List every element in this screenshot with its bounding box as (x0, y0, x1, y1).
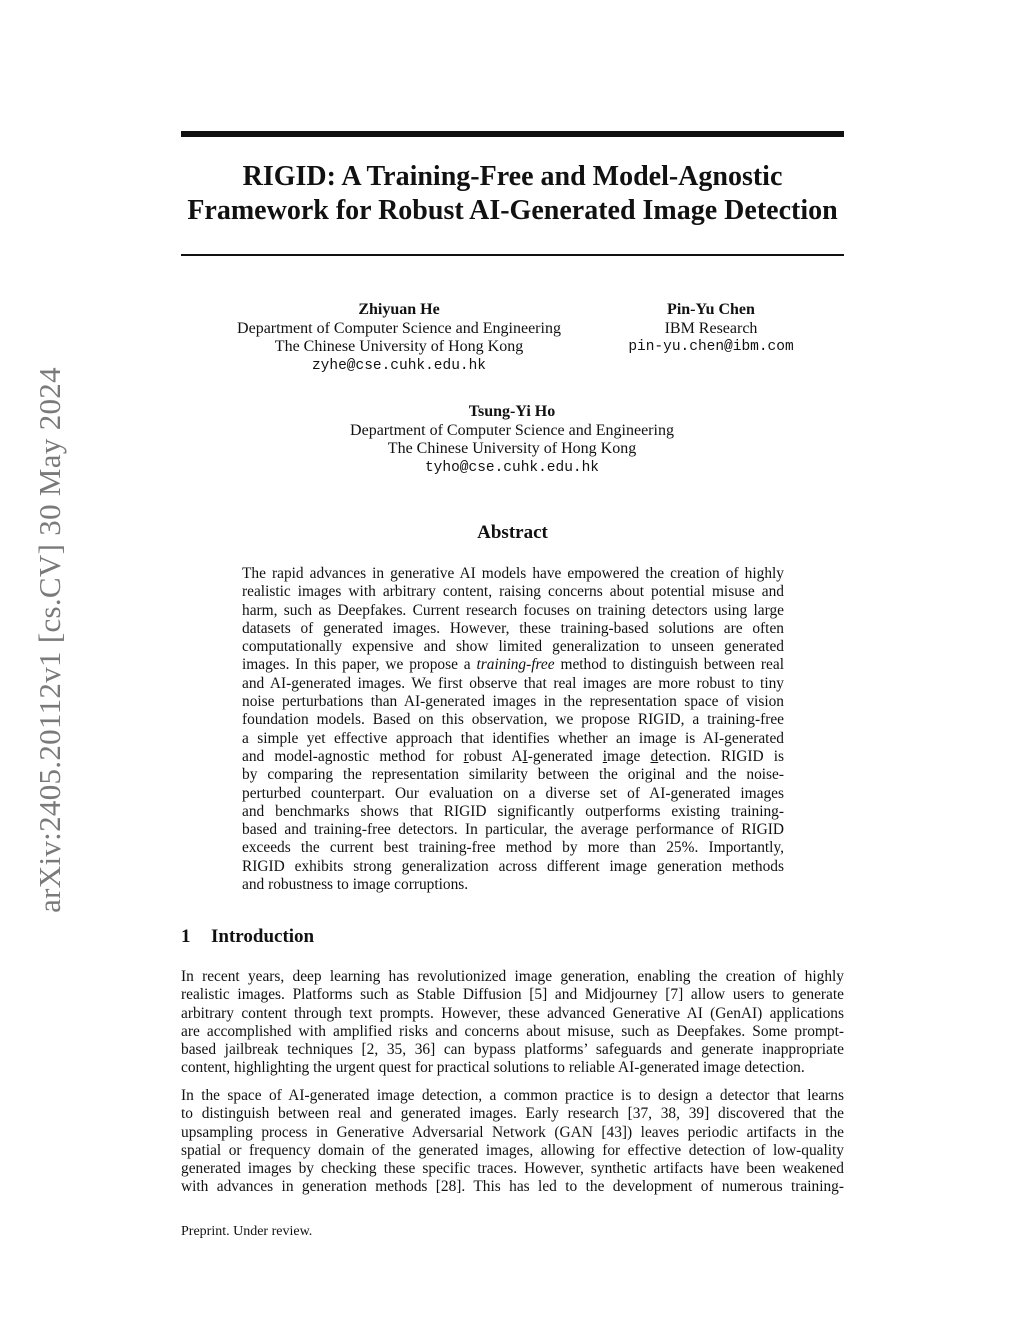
author-affiliation: IBM Research (664, 319, 758, 337)
acronym-letter: i (602, 747, 608, 765)
paragraph-line: are accomplished with amplified risks and concerns about misuse, such as Deepfakes. Some prompt- (181, 1022, 844, 1040)
paragraph-line: upsampling process in Generative Adversarial Network (GAN [43]) leaves periodic artifacts in the (181, 1123, 844, 1141)
abstract-line: datasets of generated images. However, these training-based solutions are often (242, 619, 784, 637)
abstract-line-emphasis (242, 656, 784, 674)
author-affiliation: The Chinese University of Hong Kong (387, 440, 637, 457)
acronym-letter: d (650, 747, 659, 765)
author-name: Tsung-Yi Ho (468, 403, 556, 420)
author-email[interactable]: pin-yu.chen@ibm.com (628, 339, 794, 355)
paper-title-line-1: RIGID: A Training-Free and Model-Agnostic (242, 161, 783, 192)
author-email[interactable]: zyhe@cse.cuhk.edu.hk (311, 357, 487, 374)
abstract-text: obust A (468, 747, 523, 765)
abstract-line-acronym (242, 748, 784, 766)
abstract-body (242, 565, 784, 894)
abstract-line: and AI-generated images. We first observe that real images are more robust to tiny (242, 674, 784, 692)
abstract-line: noise perturbations than AI-generated images in the representation space of vision (242, 693, 784, 711)
abstract-text: method to distinguish between real (554, 656, 784, 674)
abstract-text: and model-agnostic method for (242, 747, 464, 765)
paragraph-line: In recent years, deep learning has revolutionized image generation, enabling the creation of highly (181, 968, 844, 985)
arxiv-identifier-text: arXiv:2405.20112v1 [cs.CV] 30 May 2024 (32, 367, 67, 913)
abstract-line: perturbed counterpart. Our evaluation on a diverse set of AI-generated images (242, 784, 784, 802)
abstract-text: mage (607, 747, 651, 765)
section-heading (181, 926, 314, 948)
author-name: Pin-Yu Chen (667, 301, 755, 318)
abstract-line: by comparing the representation similarity between the original and the noise- (242, 766, 784, 784)
author-affiliation: The Chinese University of Hong Kong (274, 338, 524, 355)
author-affiliation: Department of Computer Science and Engineering (350, 421, 674, 439)
abstract-text: etection. RIGID is (658, 747, 784, 765)
acronym-letter: g (532, 747, 541, 765)
section-title: Introduction (211, 926, 315, 947)
abstract-line: and benchmarks shows that RIGID significantly outperforms existing training- (242, 802, 784, 820)
abstract-text: images. In this paper, we propose a (242, 656, 477, 674)
title-bottom-rule (181, 254, 844, 256)
author-email[interactable]: tyho@cse.cuhk.edu.hk (424, 459, 600, 476)
author-name: Zhiyuan He (358, 301, 440, 318)
abstract-text: - (527, 747, 533, 765)
abstract-line: and robustness to image corruptions. (242, 876, 469, 894)
section-number: 1 (181, 926, 191, 947)
title-top-rule (181, 131, 844, 137)
paragraph-line: generated images by checking these specific traces. However, synthetic artifacts have been weakened (181, 1160, 844, 1178)
abstract-line: The rapid advances in generative AI models have empowered the creation of highly (242, 565, 784, 582)
acronym-letter: r (463, 747, 469, 765)
author-affiliation: Department of Computer Science and Engineering (237, 319, 561, 337)
abstract-line: realistic images with arbitrary content, raising concerns about potential misuse and (242, 583, 784, 601)
paragraph-line: arbitrary content through text prompts. However, these advanced Generative AI (GenAI) applications (181, 1004, 844, 1022)
paragraph-line: to distinguish between real and generated images. Early research [37, 38, 39] discovered that the (181, 1105, 844, 1123)
abstract-heading: Abstract (477, 522, 548, 543)
footer-note: Preprint. Under review. (181, 1224, 313, 1239)
acronym-letter: I (522, 747, 528, 765)
abstract-line: RIGID exhibits strong generalization across different image generation methods (242, 857, 784, 875)
paper-title (181, 160, 844, 228)
paragraph-line: based jailbreak techniques [2, 35, 36] can bypass platforms’ safeguards and generate inappropriate (181, 1041, 844, 1059)
body-paragraph (181, 1087, 844, 1197)
abstract-line: based and training-free detectors. In particular, the average performance of RIGID (242, 821, 784, 839)
abstract-line: a simple yet effective approach that identifies whether an image is AI-generated (242, 729, 784, 747)
abstract-italic-term: training-free (476, 656, 555, 674)
abstract-line: computationally expensive and show limited generalization to unseen generated (242, 638, 784, 656)
paragraph-line: realistic images. Platforms such as Stable Diffusion [5] and Midjourney [7] allow users to generate (181, 986, 844, 1004)
abstract-text: enerated (540, 747, 603, 765)
author-block (610, 301, 812, 357)
paragraph-line: content, highlighting the urgent quest for practical solutions to reliable AI-generated image detection. (181, 1059, 805, 1077)
author-block (200, 301, 598, 375)
abstract-line: harm, such as Deepfakes. Current research focuses on training detectors using large (242, 601, 784, 619)
abstract-line: foundation models. Based on this observation, we propose RIGID, a training-free (242, 711, 784, 729)
paragraph-line: spatial or frequency domain of the generated images, allowing for effective detection of low-quality (181, 1141, 844, 1159)
paragraph-line: In the space of AI-generated image detection, a common practice is to design a detector that learns (181, 1087, 844, 1104)
paper-title-line-2: Framework for Robust AI-Generated Image Detection (187, 195, 838, 226)
author-block (313, 403, 711, 477)
body-paragraph (181, 968, 844, 1078)
abstract-line: exceeds the current best training-free method by more than 25%. Importantly, (242, 839, 784, 857)
paragraph-line: with advances in generation methods [28]. This has led to the development of numerous training- (181, 1178, 844, 1196)
